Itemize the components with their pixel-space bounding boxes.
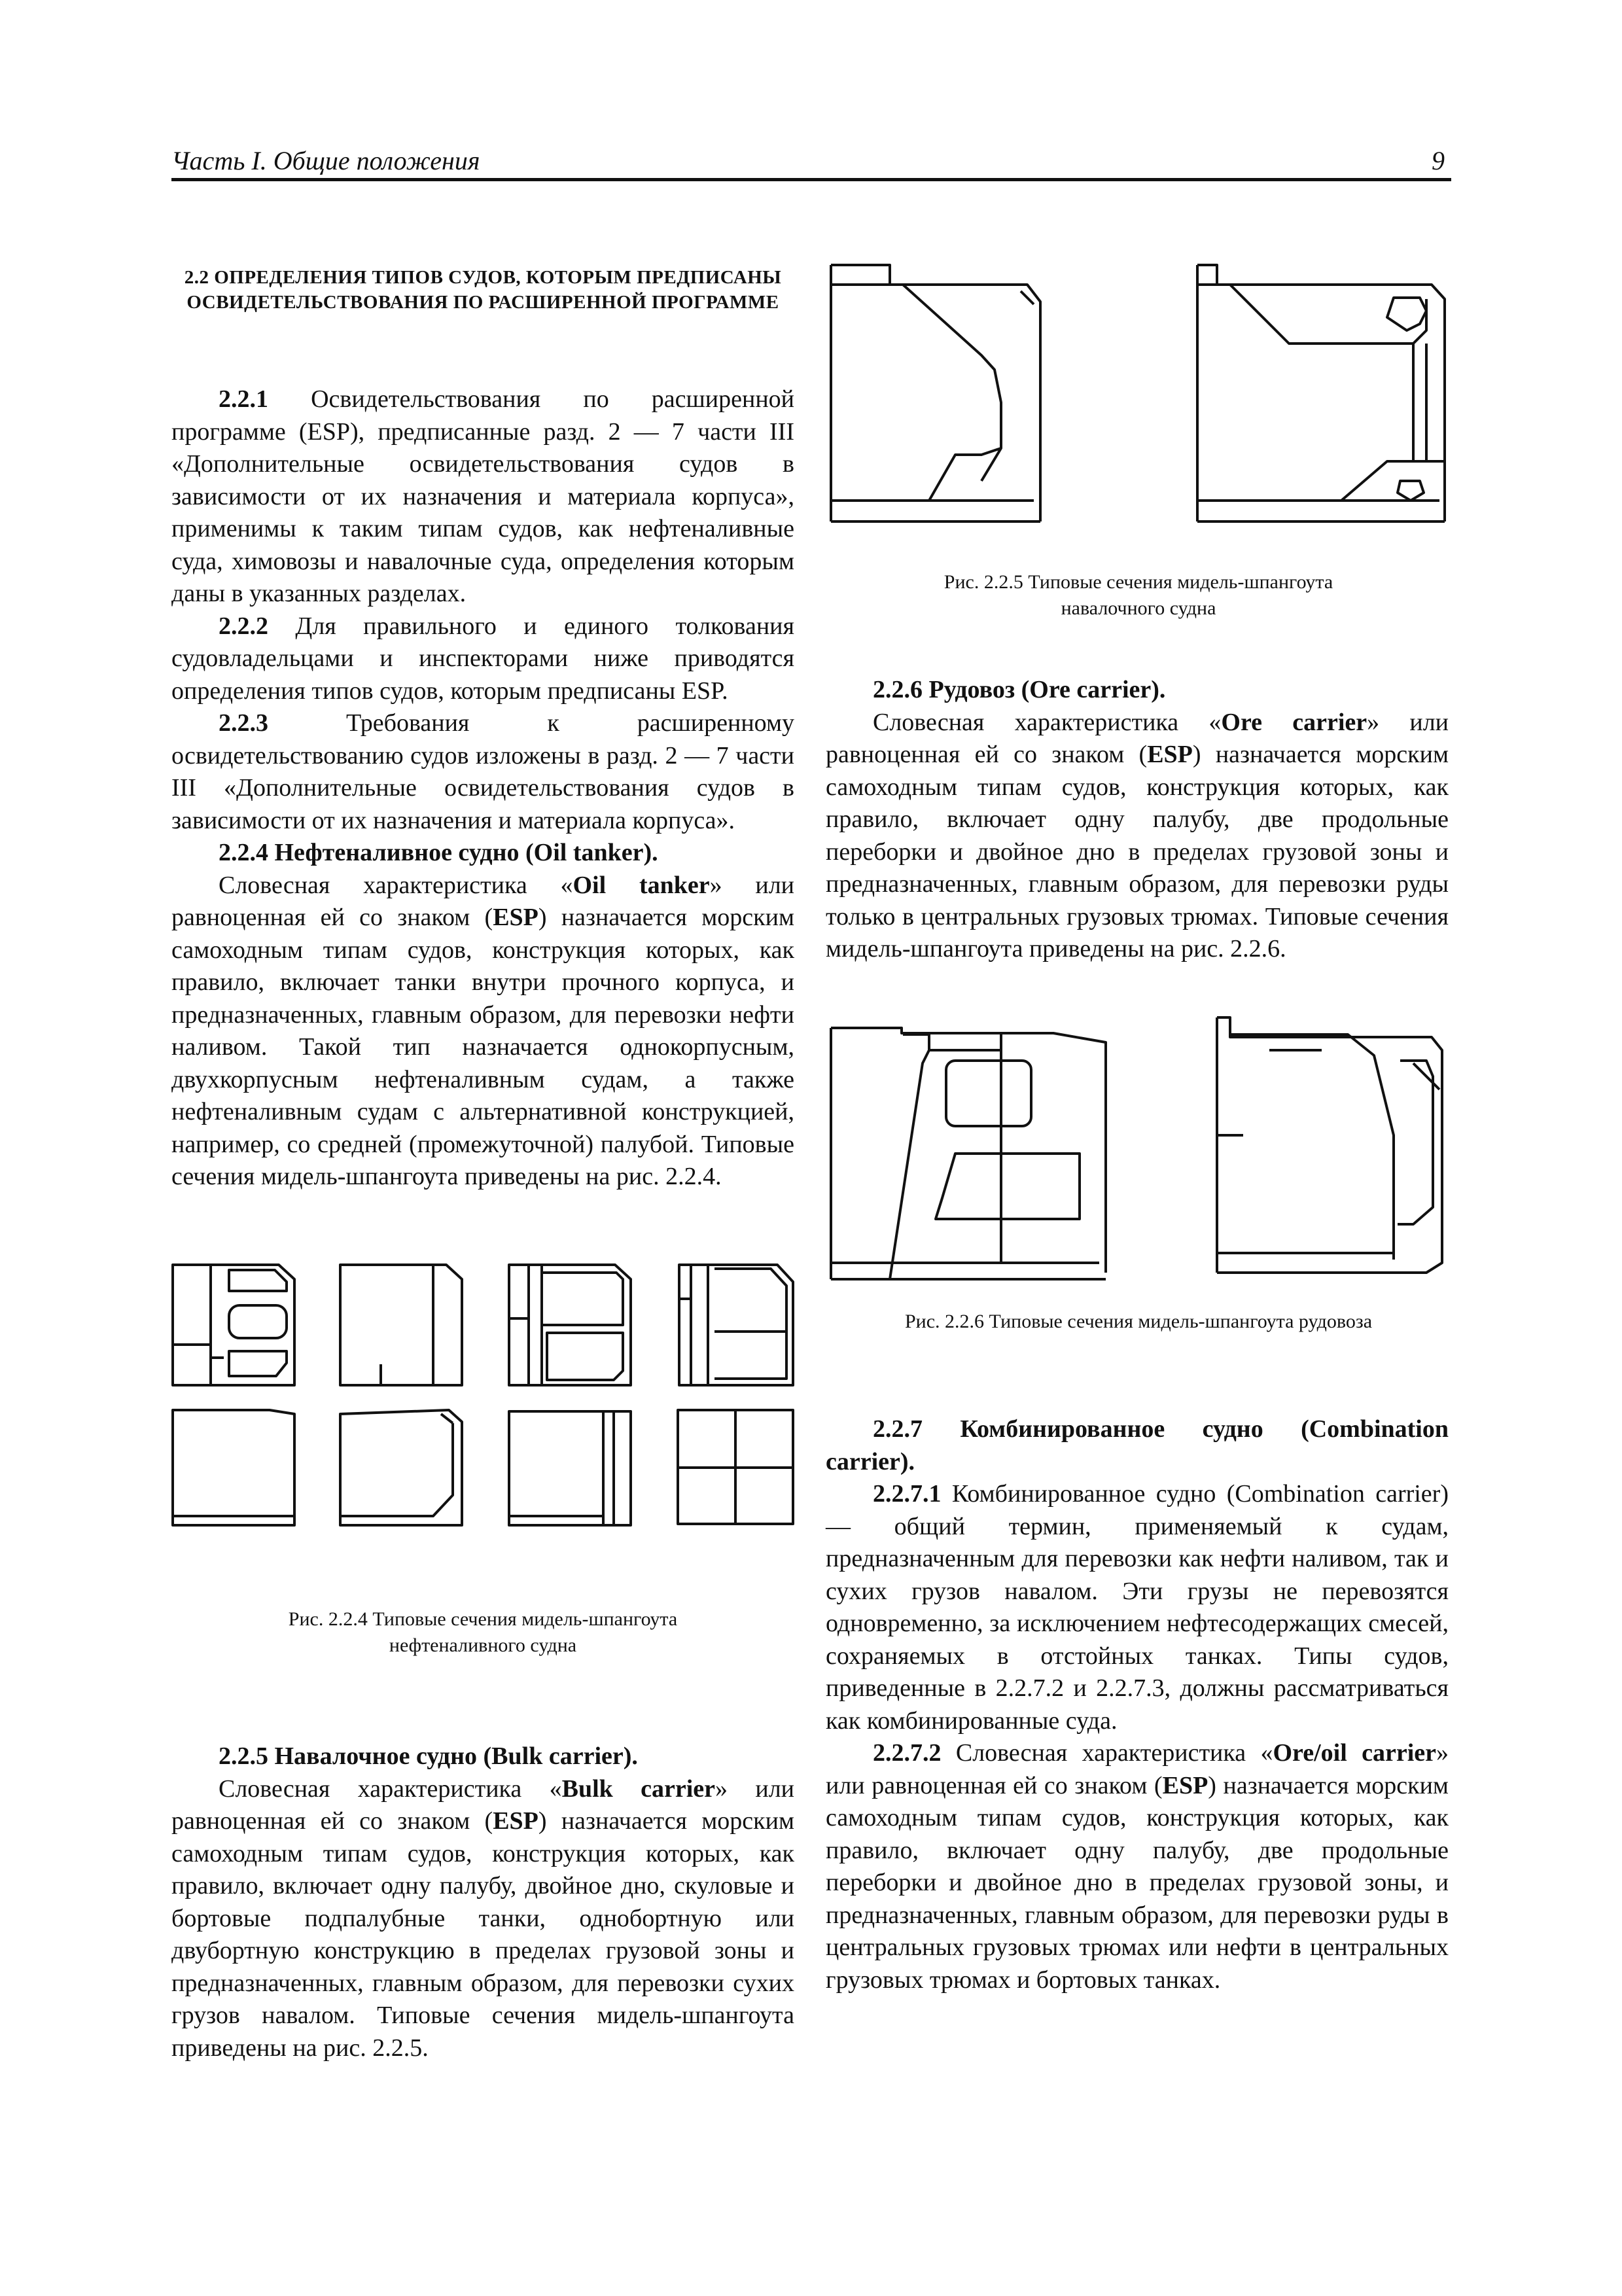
tanker-section-8 [678, 1410, 793, 1524]
left-column-text [171, 383, 794, 1193]
figure-2-2-4 [171, 1260, 800, 1541]
term-bulk-carrier: Bulk carrier [561, 1775, 716, 1803]
paragraph-text: Комбинированное судно (Combination carrier) — общий термин, применяемый к судам, предназначенным для перевозки как нефти наливом, так и сухих грузов навалом. Эти грузы не перевозятся одновременно, за исключением нефтесодержащих смесей, сохраняемых в отстойных танках. Типы судов, приведенные в 2.2.7.2 и 2.2.7.3, должны рассматриваться как комбинированные суда. [826, 1480, 1449, 1735]
heading-2-2-5: 2.2.5 Навалочное судно (Bulk carrier). [219, 1742, 638, 1770]
esp-mark: ESP [493, 904, 538, 931]
esp-mark: ESP [1162, 1771, 1208, 1799]
tanker-section-5 [173, 1410, 294, 1525]
text-run: Словесная характеристика « [873, 708, 1222, 736]
paragraph-2-2-5 [171, 1773, 794, 2065]
bulk-section-1 [831, 265, 1040, 521]
text-run: ) назначается морским самоходным типам судов, конструкция которых, как правило, включает одну палубу, двойное дно, скуловые и бортовые подпалубные танки, однобортную или двубортную конструкцию в пределах грузовой зоны и предназначенных, главным образом, для перевозки сухих грузов навалом. Типовые сечения мидель-шпангоута приведены на рис. 2.2.5. [171, 1807, 794, 2062]
tanker-section-6 [340, 1410, 462, 1525]
esp-mark: ESP [493, 1807, 538, 1835]
term-ore-oil-carrier: Ore/oil carrier [1273, 1739, 1436, 1767]
tanker-section-1 [173, 1265, 294, 1385]
right-column-text [826, 674, 1449, 966]
paragraph-2-2-7-2 [826, 1737, 1449, 1996]
paragraph-2-2-7-1 [826, 1478, 1449, 1737]
right-column-text-2 [826, 1413, 1449, 1996]
paragraph-2-2-3 [171, 707, 794, 837]
text-run: » или равноценная ей со знаком ( [826, 1739, 1449, 1799]
header-rule [171, 178, 1451, 181]
figure-2-2-4-caption [171, 1606, 794, 1659]
text-run: ) назначается морским самоходным типам судов, конструкция которых, как правило, включает одну палубу, две продольные переборки и двойное дно в пределах грузовой зоны, и предназначенных, главным образом, для перевозки руды в центральных грузовых трюмах или нефти в центральных грузовых трюмах и бортовых танках. [826, 1771, 1449, 1994]
text-run: » или равноценная ей со знаком ( [826, 708, 1449, 768]
heading-2-2-6: 2.2.6 Рудовоз (Ore carrier). [873, 676, 1166, 703]
paragraph-2-2-6 [826, 707, 1449, 966]
paragraph-text: Для правильного и единого толкования судовладельцами и инспекторами ниже приводятся определения типов судов, которым предписаны ESP. [171, 612, 794, 705]
caption-line: навалочного судна [1061, 597, 1216, 619]
section-title: 2.2 ОПРЕДЕЛЕНИЯ ТИПОВ СУДОВ, КОТОРЫМ ПРЕДПИСАНЫ ОСВИДЕТЕЛЬСТВОВАНИЯ ПО РАСШИРЕННОЙ ПРОГРАММЕ [184, 267, 782, 313]
ore-section-2 [1217, 1017, 1442, 1273]
figure-2-2-6-caption: Рис. 2.2.6 Типовые сечения мидель-шпангоута рудовоза [904, 1311, 1373, 1332]
paragraph-2-2-1 [171, 383, 794, 610]
tanker-section-4 [679, 1265, 793, 1385]
figure-2-2-5 [824, 258, 1453, 533]
paragraph-2-2-4 [171, 870, 794, 1193]
text-run: Словесная характеристика « [219, 1775, 562, 1803]
clause-number: 2.2.7.2 [873, 1739, 942, 1767]
caption-line: нефтеналивного судна [389, 1634, 577, 1656]
text-run: Словесная характеристика « [219, 871, 573, 899]
heading-2-2-4: 2.2.4 Нефтеналивное судно (Oil tanker). [219, 839, 658, 866]
figure-2-2-5-caption [824, 569, 1453, 622]
figure-2-2-6 [824, 1011, 1453, 1286]
caption-line: Рис. 2.2.5 Типовые сечения мидель-шпангоута [943, 571, 1333, 593]
heading-2-2-7: 2.2.7 Комбинированное судно (Combination carrier). [826, 1415, 1449, 1475]
left-column-text-2 [171, 1740, 794, 2064]
tanker-section-3 [509, 1265, 631, 1385]
term-oil-tanker: Oil tanker [573, 871, 710, 899]
tanker-section-2 [340, 1265, 462, 1385]
clause-number: 2.2.3 [219, 709, 268, 737]
running-header: Часть I. Общие положения [171, 146, 480, 175]
paragraph-2-2-2 [171, 610, 794, 708]
bulk-section-2 [1197, 265, 1445, 521]
paragraph-text: Требования к расширенному освидетельствованию судов изложены в разд. 2 — 7 части III «Дополнительные освидетельствования судов в зависимости от их назначения и материала корпуса». [171, 709, 794, 834]
text-run: ) назначается морским самоходным типам судов, конструкция которых, как правило, включает одну палубу, две продольные переборки и двойное дно в пределах грузовой зоны и предназначенных, главным образом, для перевозки руды только в центральных грузовых трюмах. Типовые сечения мидель-шпангоута приведены на рис. 2.2.6. [826, 741, 1449, 963]
esp-mark: ESP [1147, 741, 1193, 768]
page-number: 9 [1432, 146, 1445, 175]
clause-number: 2.2.2 [219, 612, 268, 640]
ore-section-1 [831, 1028, 1106, 1279]
clause-number: 2.2.7.1 [873, 1480, 942, 1508]
paragraph-text: Освидетельствования по расширенной программе (ESP), предписанные разд. 2 — 7 части III «Дополнительные освидетельствования судов в зависимости от их назначения и материала корпуса», применимы к таким типам судов, как нефтеналивные суда, химовозы и навалочные суда, определения которым даны в указанных разделах. [171, 385, 794, 607]
text-run: » или равноценная ей со знаком ( [171, 871, 795, 931]
tanker-section-7 [509, 1411, 631, 1525]
clause-number: 2.2.1 [219, 385, 268, 413]
caption-line: Рис. 2.2.4 Типовые сечения мидель-шпангоута [288, 1608, 678, 1630]
text-run: Словесная характеристика « [941, 1739, 1273, 1767]
text-run: ) назначается морским самоходным типам судов, конструкция которых, как правило, включает танки внутри прочного корпуса, и предназначенных, главным образом, для перевозки нефти наливом. Такой тип назначается однокорпусным, двухкорпусным нефтеналивным судам, а также нефтеналивным судам с альтернативной конструкцией, например, со средней (промежуточной) палубой. Типовые сечения мидель-шпангоута приведены на рис. 2.2.4. [171, 904, 794, 1190]
text-run: » или равноценная ей со знаком ( [171, 1775, 795, 1835]
term-ore-carrier: Ore carrier [1221, 708, 1367, 736]
